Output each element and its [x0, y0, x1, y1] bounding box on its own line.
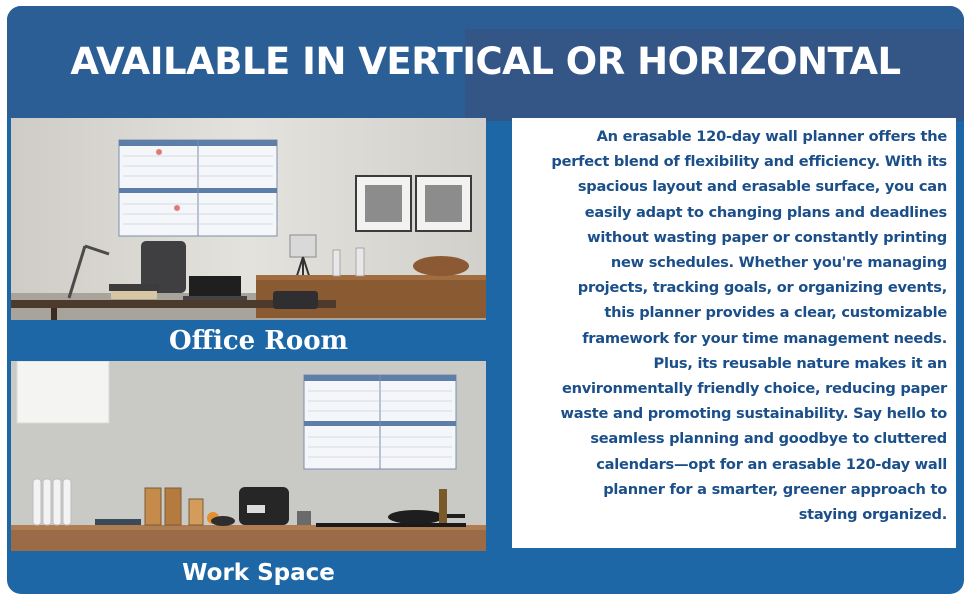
wall-canvas: [17, 361, 109, 423]
description-line: without wasting paper or constantly printing: [587, 228, 947, 246]
office-room-scene: [11, 118, 486, 320]
description-line: An erasable 120-day wall planner offers the: [596, 128, 947, 145]
description-line: this planner provides a clear, customizable: [604, 304, 947, 322]
description-line: staying organized.: [798, 506, 947, 524]
description-line: spacious layout and erasable surface, you can: [577, 178, 947, 196]
description-line: waste and promoting sustainability. Say hello to: [560, 405, 947, 423]
description-line: environmentally friendly choice, reducing paper: [561, 380, 947, 398]
description-line: new schedules. Whether you're managing: [610, 254, 947, 272]
page-title: AVAILABLE IN VERTICAL OR HORIZONTAL: [70, 40, 901, 83]
office-room-caption: Office Room: [168, 326, 349, 356]
kitchen-counter: [11, 529, 486, 551]
banner-panel: [7, 6, 964, 594]
office-room-photo: [11, 118, 486, 320]
wall-planner: [119, 140, 277, 236]
description-line: easily adapt to changing plans and deadlines: [584, 203, 947, 221]
description-line: perfect blend of flexibility and efficiency. With its: [551, 153, 947, 171]
description-line: framework for your time management needs.: [582, 329, 947, 347]
work-space-photo: [11, 361, 486, 551]
description-line: planner for a smarter, greener approach to: [603, 480, 947, 498]
work-space-scene: [11, 361, 486, 551]
description-line: seamless planning and goodbye to cluttered: [590, 430, 947, 448]
description-line: Plus, its reusable nature makes it an: [653, 354, 947, 372]
description-text: [512, 124, 947, 527]
work-space-caption: Work Space: [182, 560, 335, 586]
description-panel: [512, 118, 956, 548]
description-line: calendars—opt for an erasable 120-day wall: [596, 455, 947, 473]
description-line: projects, tracking goals, or organizing events,: [577, 279, 947, 297]
wall-planner-2: [304, 375, 456, 469]
